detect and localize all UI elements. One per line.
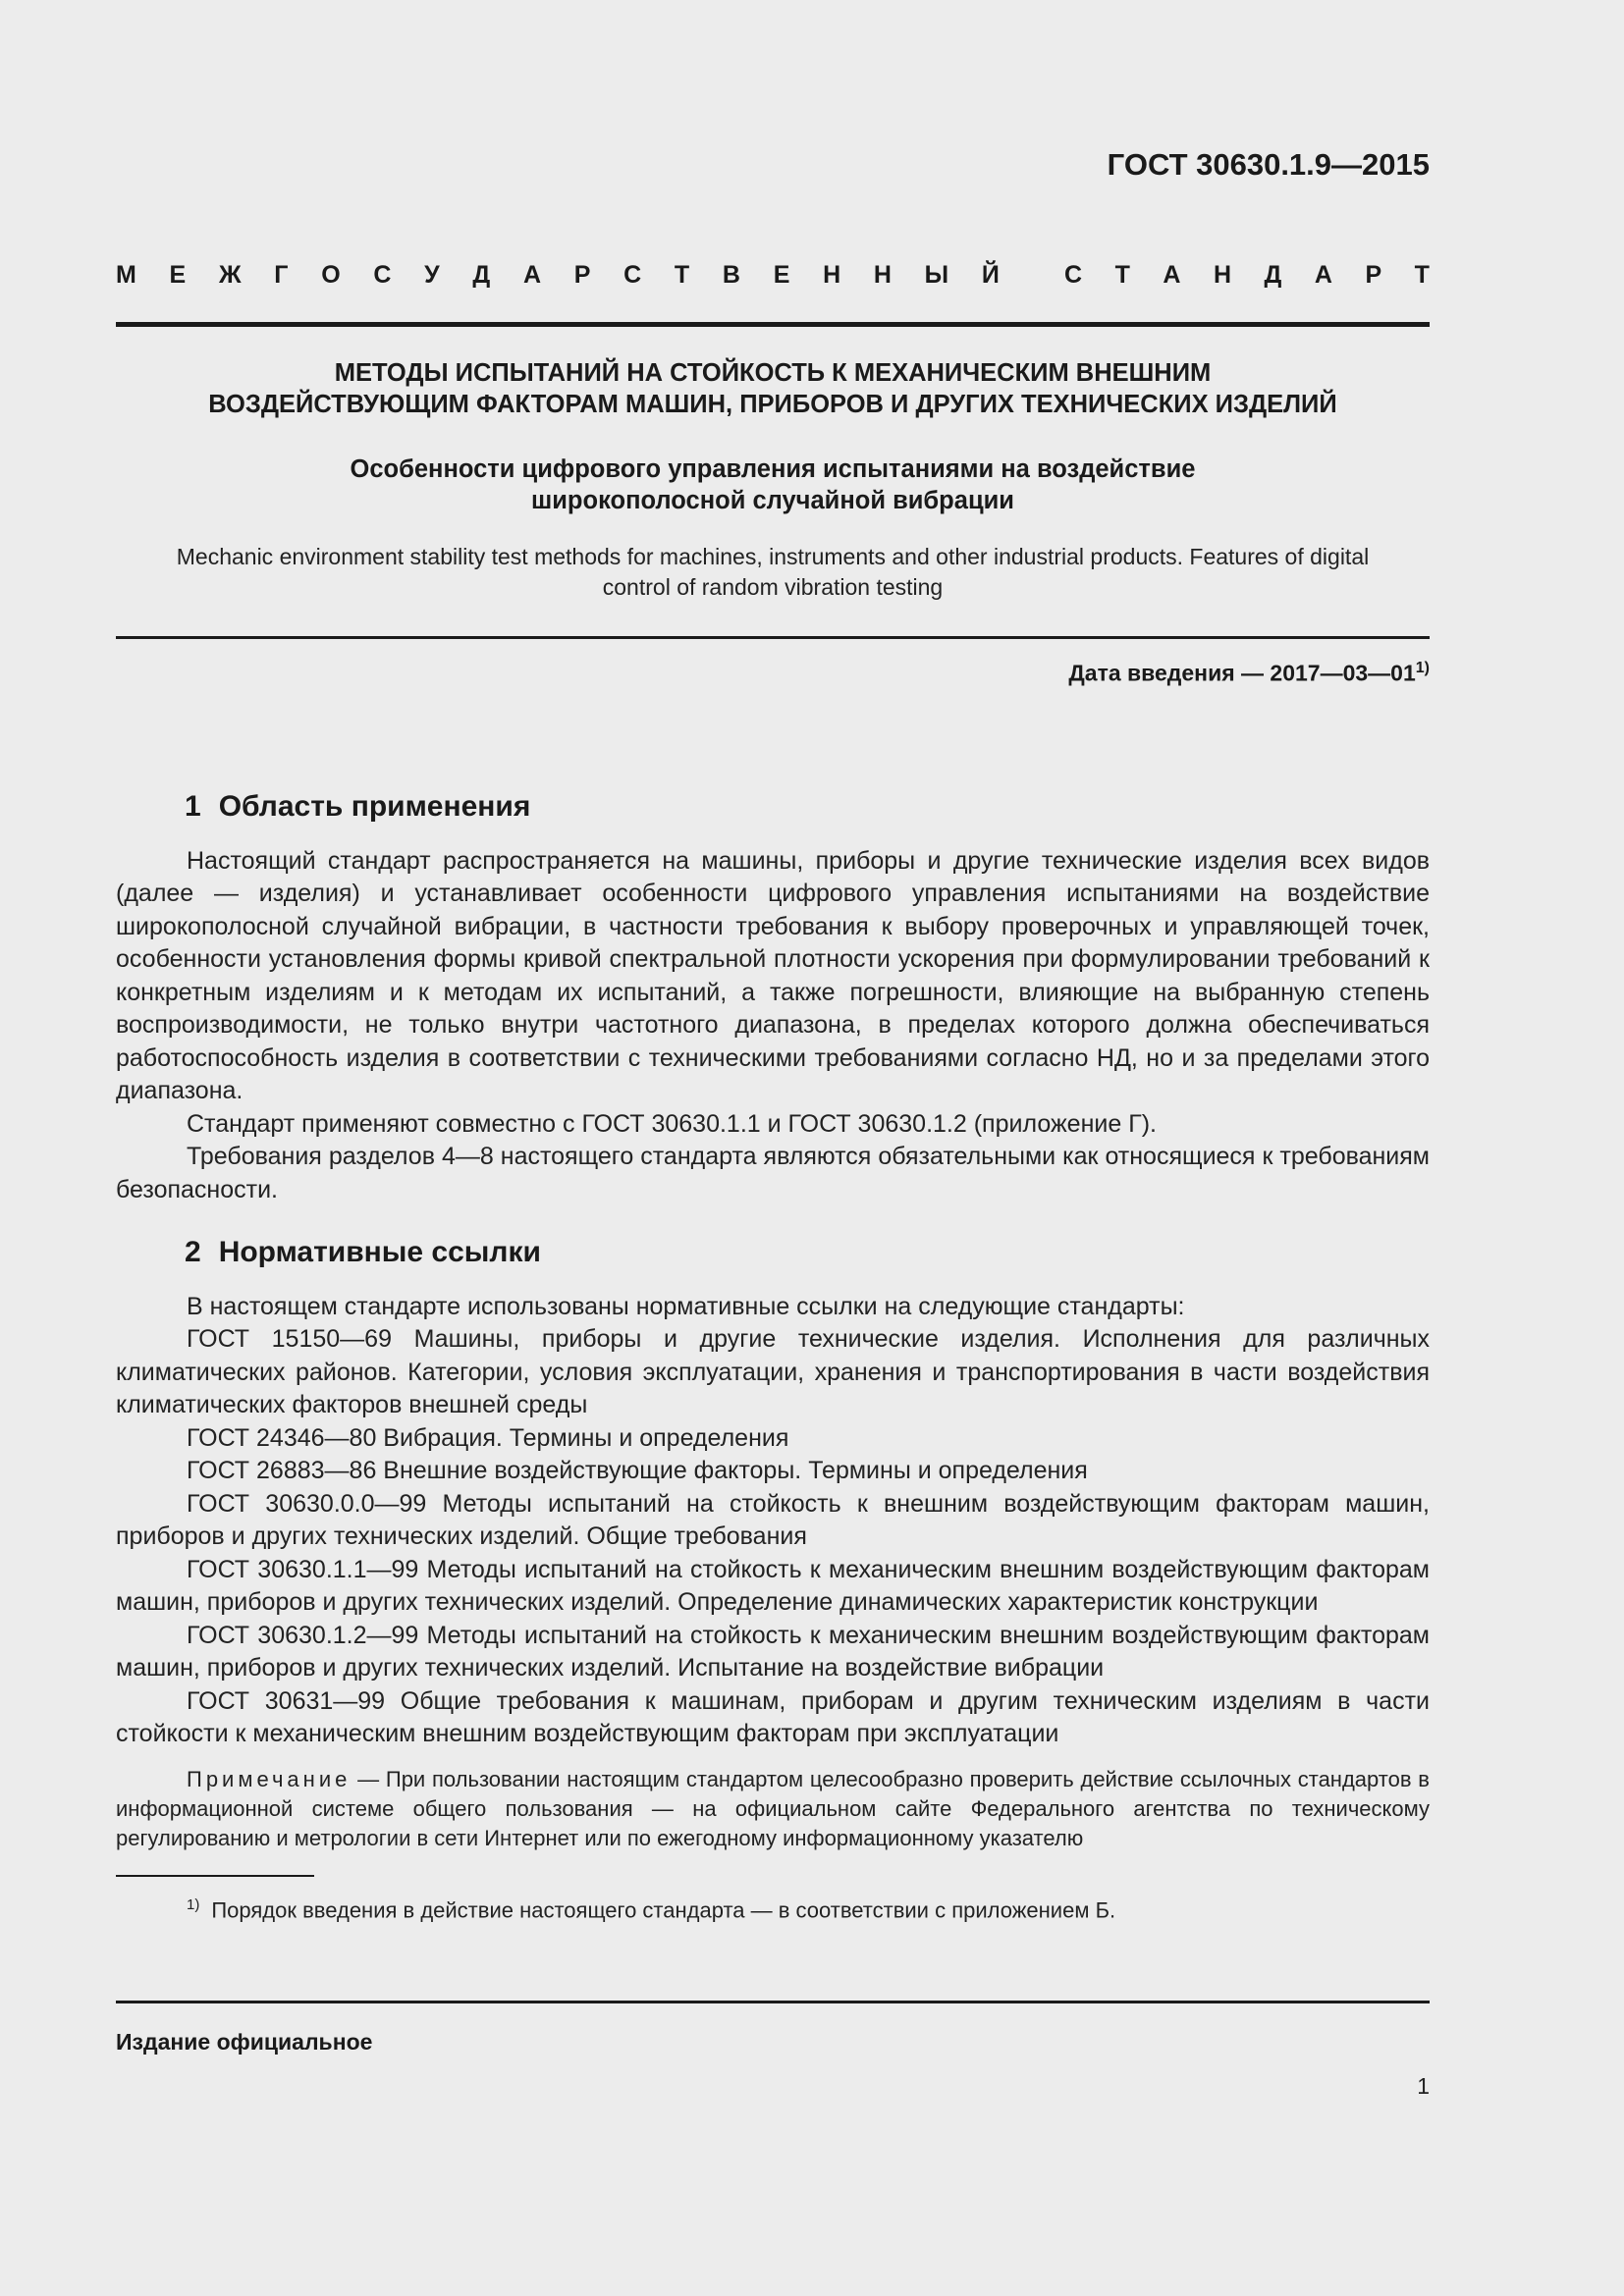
header-divider <box>116 322 1430 327</box>
footer-divider <box>116 2001 1430 2003</box>
document-code: ГОСТ 30630.1.9—2015 <box>1107 147 1430 182</box>
paragraph: Стандарт применяют совместно с ГОСТ 30630.1.1 и ГОСТ 30630.1.2 (приложение Г). <box>187 1109 1158 1138</box>
footnote-ref[interactable]: 1) <box>1415 660 1430 676</box>
document-body <box>116 790 1430 1925</box>
reference-item: ГОСТ 30630.1.2—99 Методы испытаний на стойкость к механическим внешним воздействующим факторам машин, приборов и других технических изделий. Испытание на воздействие вибрации <box>116 1621 1430 1682</box>
title-divider <box>116 636 1430 639</box>
section-heading-references: 2 Нормативные ссылки <box>185 1236 541 1268</box>
paragraph: Требования разделов 4—8 настоящего стандарта являются обязательными как относящиеся к требованиям безопасности. <box>116 1143 1430 1203</box>
reference-item: ГОСТ 24346—80 Вибрация. Термины и определения <box>187 1423 789 1452</box>
page-number: 1 <box>1417 2073 1430 2099</box>
interstate-standard-heading <box>116 261 1430 290</box>
paragraph: Настоящий стандарт распространяется на машины, приборы и другие технические изделия всех видов (далее — изделия) и устанавливает особенности цифрового управления испытаниями на воздействие широкополосной случайной вибрации, в частности требования к выбору проверочных и управляющей точек, особенности установления формы кривой спектральной плотности ускорения при формулировании требований к конкретным изделиям и к методам их испытаний, а также погрешности, влияющие на выбранную степень воспроизводимости, не только внутри частотного диапазона, в пределах которого должна обеспечиваться работоспособность изделия в соответствии с техническими требованиями согласно НД, но и за пределами этого диапазона. <box>116 846 1430 1104</box>
section-heading-scope: 1 Область применения <box>185 790 531 823</box>
standard-word: С Т А Н Д А Р Т <box>1064 261 1430 289</box>
subtitle: Особенности цифрового управления испытаниями на воздействие широкополосной случайной вибрации <box>350 455 1196 514</box>
paragraph: В настоящем стандарте использованы нормативные ссылки на следующие стандарты: <box>187 1292 1185 1320</box>
note-label: Примечание <box>187 1766 352 1791</box>
main-title: МЕТОДЫ ИСПЫТАНИЙ НА СТОЙКОСТЬ К МЕХАНИЧЕСКИМ ВНЕШНИМ ВОЗДЕЙСТВУЮЩИМ ФАКТОРАМ МАШИН, ПРИБОРОВ И ДРУГИХ ТЕХНИЧЕСКИХ ИЗДЕЛИЙ <box>208 359 1337 418</box>
document-page <box>116 0 1430 2296</box>
reference-item: ГОСТ 26883—86 Внешние воздействующие факторы. Термины и определения <box>187 1457 1088 1484</box>
footnote-marker: 1) <box>187 1896 200 1913</box>
reference-item: ГОСТ 30630.0.0—99 Методы испытаний на стойкость к внешним воздействующим факторам машин, приборов и других технических изделий. Общие требования <box>116 1489 1430 1550</box>
note: Примечание — При пользовании настоящим стандартом целесообразно проверить действие ссылочных стандартов в информационной системе общего пользования — на официальном сайте Федерального агентства по техническому регулированию и метрологии в сети Интернет или по ежегодному информационному указателю <box>116 1766 1430 1850</box>
introduction-date: Дата введения — 2017—03—01$^{1)}$ <box>1068 660 1430 686</box>
footnote: $^{1)}$ Порядок введения в действие настоящего стандарта — в соответствии с приложением Б. <box>187 1896 1116 1922</box>
reference-item: ГОСТ 30631—99 Общие требования к машинам, приборам и другим техническим изделиям в части стойкости к механическим внешним воздействующим факторам при эксплуатации <box>116 1686 1430 1747</box>
english-title: Mechanic environment stability test methods for machines, instruments and other industrial products. Features of digital control of random vibration testing <box>176 544 1370 600</box>
interstate-word: М Е Ж Г О С У Д А Р С Т В Е Н Н Ы Й <box>116 261 1000 289</box>
title-block <box>116 357 1430 603</box>
footnote-divider <box>116 1875 314 1877</box>
reference-item: ГОСТ 30630.1.1—99 Методы испытаний на стойкость к механическим внешним воздействующим факторам машин, приборов и других технических изделий. Определение динамических характеристик конструкции <box>116 1555 1430 1616</box>
reference-item: ГОСТ 15150—69 Машины, приборы и другие технические изделия. Исполнения для различных климатических районов. Категории, условия эксплуатации, хранения и транспортирования в части воздействия климатических факторов внешней среды <box>116 1325 1430 1418</box>
official-edition-label: Издание официальное <box>116 2029 373 2055</box>
